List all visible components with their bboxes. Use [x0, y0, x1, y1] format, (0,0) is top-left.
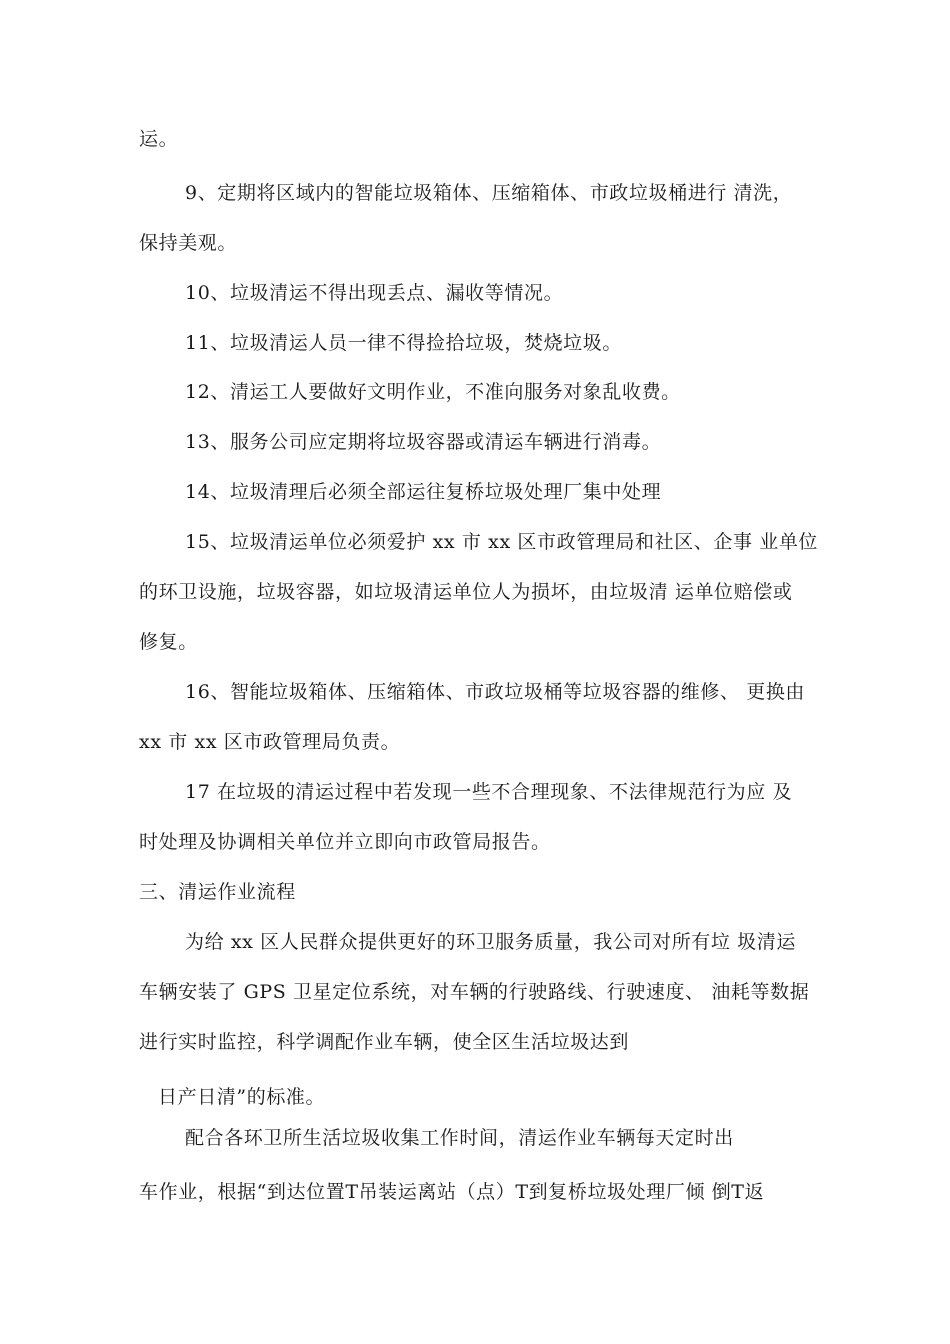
- text-line: 运。: [139, 128, 179, 150]
- text-line: 15、垃圾清运单位必须爱护 xx 市 xx 区市政管理局和社区、企事 业单位: [185, 531, 819, 553]
- section-heading: 三、清运作业流程: [139, 881, 296, 903]
- text-line: 配合各环卫所生活垃圾收集工作时间，清运作业车辆每天定时出: [185, 1127, 734, 1149]
- text-line: 的环卫设施，垃圾容器，如垃圾清运单位人为损坏，由垃圾清 运单位赔偿或: [139, 581, 793, 603]
- text-line: 修复。: [139, 631, 198, 653]
- text-line: 9、定期将区域内的智能垃圾箱体、压缩箱体、市政垃圾桶进行 清洗，: [185, 182, 793, 204]
- text-line: 16、智能垃圾箱体、压缩箱体、市政垃圾桶等垃圾容器的维修、 更换由: [185, 681, 806, 703]
- text-line: 日产日清”的标准。: [158, 1086, 326, 1108]
- text-line: 时处理及协调相关单位并立即向市政管局报告。: [139, 831, 551, 853]
- text-line: 12、清运工人要做好文明作业，不准向服务对象乱收费。: [185, 381, 681, 403]
- text-line: 13、服务公司应定期将垃圾容器或清运车辆进行消毒。: [185, 431, 662, 453]
- text-line: xx 市 xx 区市政管理局负责。: [139, 731, 401, 753]
- text-line: 车辆安装了 GPS 卫星定位系统，对车辆的行驶路线、行驶速度、 油耗等数据: [139, 981, 810, 1003]
- text-line: 17 在垃圾的清运过程中若发现一些不合理现象、不法律规范行为应 及: [185, 781, 793, 803]
- text-line: 进行实时监控，科学调配作业车辆，使全区生活垃圾达到: [139, 1031, 630, 1053]
- text-line: 车作业，根据“到达位置T吊装运离站（点）T到复桥垃圾处理厂倾 倒T返: [139, 1181, 765, 1203]
- text-line: 14、垃圾清理后必须全部运往复桥垃圾处理厂集中处理: [185, 481, 662, 503]
- text-line: 10、垃圾清运不得出现丢点、漏收等情况。: [185, 282, 564, 304]
- text-line: 为给 xx 区人民群众提供更好的环卫服务质量，我公司对所有垃 圾清运: [185, 931, 796, 953]
- text-line: 11、垃圾清运人员一律不得捡拾垃圾，焚烧垃圾。: [185, 332, 622, 354]
- text-line: 保持美观。: [139, 232, 238, 254]
